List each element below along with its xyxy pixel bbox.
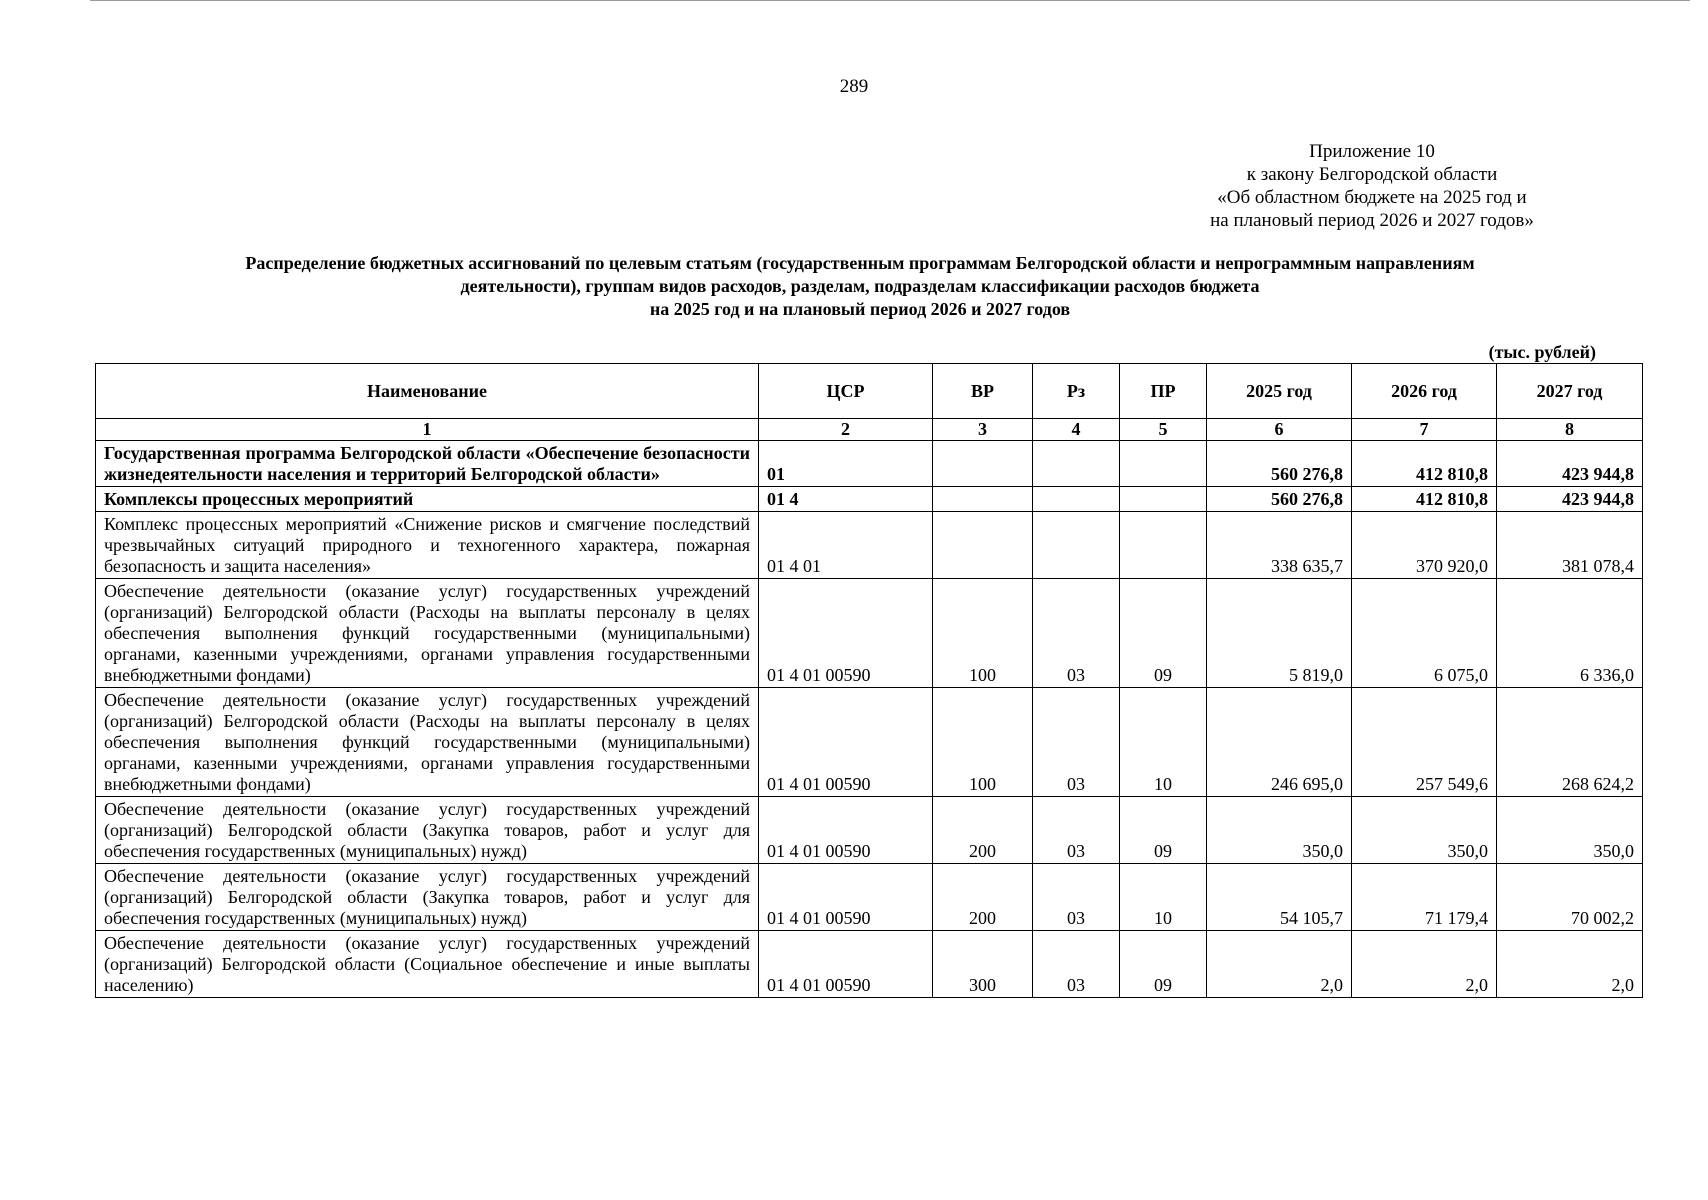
row-2026: 257 549,6 — [1352, 688, 1497, 797]
row-pr: 09 — [1120, 797, 1207, 864]
row-vr — [933, 512, 1033, 579]
column-number-row — [96, 419, 1643, 441]
row-vr: 300 — [933, 931, 1033, 998]
row-rz: 03 — [1033, 688, 1120, 797]
annex-line: Приложение 10 — [1309, 141, 1435, 162]
row-csr: 01 4 01 00590 — [759, 931, 933, 998]
row-pr: 10 — [1120, 864, 1207, 931]
row-2027: 381 078,4 — [1497, 512, 1643, 579]
row-2027: 423 944,8 — [1497, 487, 1643, 512]
row-pr — [1120, 487, 1207, 512]
row-name: Обеспечение деятельности (оказание услуг) государственных учреждений (организаций) Белгородской области (Социальное обеспечение и иные выплаты населению) — [96, 931, 759, 998]
column-number: 8 — [1497, 419, 1643, 441]
row-vr: 200 — [933, 864, 1033, 931]
row-vr — [933, 487, 1033, 512]
table-row — [96, 864, 1643, 931]
title-line: Распределение бюджетных ассигнований по целевым статьям (государственным программам Белгородской области и непрограммным направлениям — [245, 253, 1475, 273]
row-rz: 03 — [1033, 797, 1120, 864]
row-2025: 350,0 — [1207, 797, 1352, 864]
row-rz: 03 — [1033, 864, 1120, 931]
row-csr: 01 4 01 00590 — [759, 579, 933, 688]
row-2026: 2,0 — [1352, 931, 1497, 998]
column-header: 2025 год — [1207, 364, 1352, 419]
row-pr — [1120, 441, 1207, 487]
row-vr — [933, 441, 1033, 487]
table-row — [96, 688, 1643, 797]
row-name: Обеспечение деятельности (оказание услуг) государственных учреждений (организаций) Белгородской области (Закупка товаров, работ и услуг для обеспечения государственных (муниципальных) нужд) — [96, 864, 759, 931]
annex-block — [1162, 140, 1582, 232]
row-2026: 350,0 — [1352, 797, 1497, 864]
row-name: Комплексы процессных мероприятий — [96, 487, 759, 512]
row-csr: 01 — [759, 441, 933, 487]
row-name: Обеспечение деятельности (оказание услуг) государственных учреждений (организаций) Белгородской области (Расходы на выплаты персоналу в целях обеспечения выполнения функций государственными (муниципальными) органами, казенными учреждениями, органами управления государственными внебюджетными фондами) — [96, 688, 759, 797]
column-header: ВР — [933, 364, 1033, 419]
column-header: ПР — [1120, 364, 1207, 419]
row-rz — [1033, 512, 1120, 579]
row-csr: 01 4 01 — [759, 512, 933, 579]
annex-line: на плановый период 2026 и 2027 годов» — [1210, 210, 1534, 231]
annex-line: к закону Белгородской области — [1246, 164, 1498, 185]
row-2025: 2,0 — [1207, 931, 1352, 998]
title-line: на 2025 год и на плановый период 2026 и 2027 годов — [649, 299, 1071, 319]
header-row — [96, 364, 1643, 419]
row-2027: 350,0 — [1497, 797, 1643, 864]
column-header: Рз — [1033, 364, 1120, 419]
column-number: 7 — [1352, 419, 1497, 441]
column-number: 3 — [933, 419, 1033, 441]
page-number: 289 — [839, 76, 869, 97]
row-2026: 6 075,0 — [1352, 579, 1497, 688]
row-vr: 100 — [933, 688, 1033, 797]
row-csr: 01 4 01 00590 — [759, 688, 933, 797]
row-2027: 268 624,2 — [1497, 688, 1643, 797]
unit-label: (тыс. рублей) — [1488, 342, 1596, 362]
row-2026: 412 810,8 — [1352, 441, 1497, 487]
row-name: Государственная программа Белгородской области «Обеспечение безопасности жизнедеятельности населения и территорий Белгородской области» — [96, 441, 759, 487]
row-2027: 6 336,0 — [1497, 579, 1643, 688]
table-row — [96, 512, 1643, 579]
row-rz: 03 — [1033, 579, 1120, 688]
column-number: 4 — [1033, 419, 1120, 441]
row-pr: 09 — [1120, 579, 1207, 688]
row-2027: 2,0 — [1497, 931, 1643, 998]
row-name: Обеспечение деятельности (оказание услуг) государственных учреждений (организаций) Белгородской области (Закупка товаров, работ и услуг для обеспечения государственных (муниципальных) нужд) — [96, 797, 759, 864]
row-vr: 100 — [933, 579, 1033, 688]
table-row — [96, 487, 1643, 512]
row-name: Обеспечение деятельности (оказание услуг) государственных учреждений (организаций) Белгородской области (Расходы на выплаты персоналу в целях обеспечения выполнения функций государственными (муниципальными) органами, казенными учреждениями, органами управления государственными внебюджетными фондами) — [96, 579, 759, 688]
table-row — [96, 579, 1643, 688]
title-line: деятельности), группам видов расходов, разделам, подразделам классификации расходов бюджета — [460, 276, 1260, 296]
column-header: Наименование — [96, 364, 759, 419]
row-vr: 200 — [933, 797, 1033, 864]
budget-table — [95, 363, 1643, 998]
row-rz: 03 — [1033, 931, 1120, 998]
column-number: 5 — [1120, 419, 1207, 441]
row-2025: 560 276,8 — [1207, 487, 1352, 512]
column-number: 1 — [96, 419, 759, 441]
row-2025: 560 276,8 — [1207, 441, 1352, 487]
row-2025: 246 695,0 — [1207, 688, 1352, 797]
row-pr: 09 — [1120, 931, 1207, 998]
row-rz — [1033, 487, 1120, 512]
annex-line: «Об областном бюджете на 2025 год и — [1217, 187, 1527, 208]
row-2026: 71 179,4 — [1352, 864, 1497, 931]
row-2025: 5 819,0 — [1207, 579, 1352, 688]
row-2027: 70 002,2 — [1497, 864, 1643, 931]
row-pr: 10 — [1120, 688, 1207, 797]
row-pr — [1120, 512, 1207, 579]
column-header: 2026 год — [1352, 364, 1497, 419]
column-header: 2027 год — [1497, 364, 1643, 419]
row-2025: 54 105,7 — [1207, 864, 1352, 931]
column-number: 2 — [759, 419, 933, 441]
row-csr: 01 4 — [759, 487, 933, 512]
row-name: Комплекс процессных мероприятий «Снижение рисков и смягчение последствий чрезвычайных ситуаций природного и техногенного характера, пожарная безопасность и защита населения» — [96, 512, 759, 579]
row-2026: 370 920,0 — [1352, 512, 1497, 579]
column-header: ЦСР — [759, 364, 933, 419]
table-row — [96, 441, 1643, 487]
row-2027: 423 944,8 — [1497, 441, 1643, 487]
row-csr: 01 4 01 00590 — [759, 797, 933, 864]
table-row — [96, 797, 1643, 864]
column-number: 6 — [1207, 419, 1352, 441]
row-2026: 412 810,8 — [1352, 487, 1497, 512]
row-rz — [1033, 441, 1120, 487]
table-row — [96, 931, 1643, 998]
row-2025: 338 635,7 — [1207, 512, 1352, 579]
page-top-border — [90, 0, 1690, 1]
row-csr: 01 4 01 00590 — [759, 864, 933, 931]
document-title — [100, 252, 1620, 321]
